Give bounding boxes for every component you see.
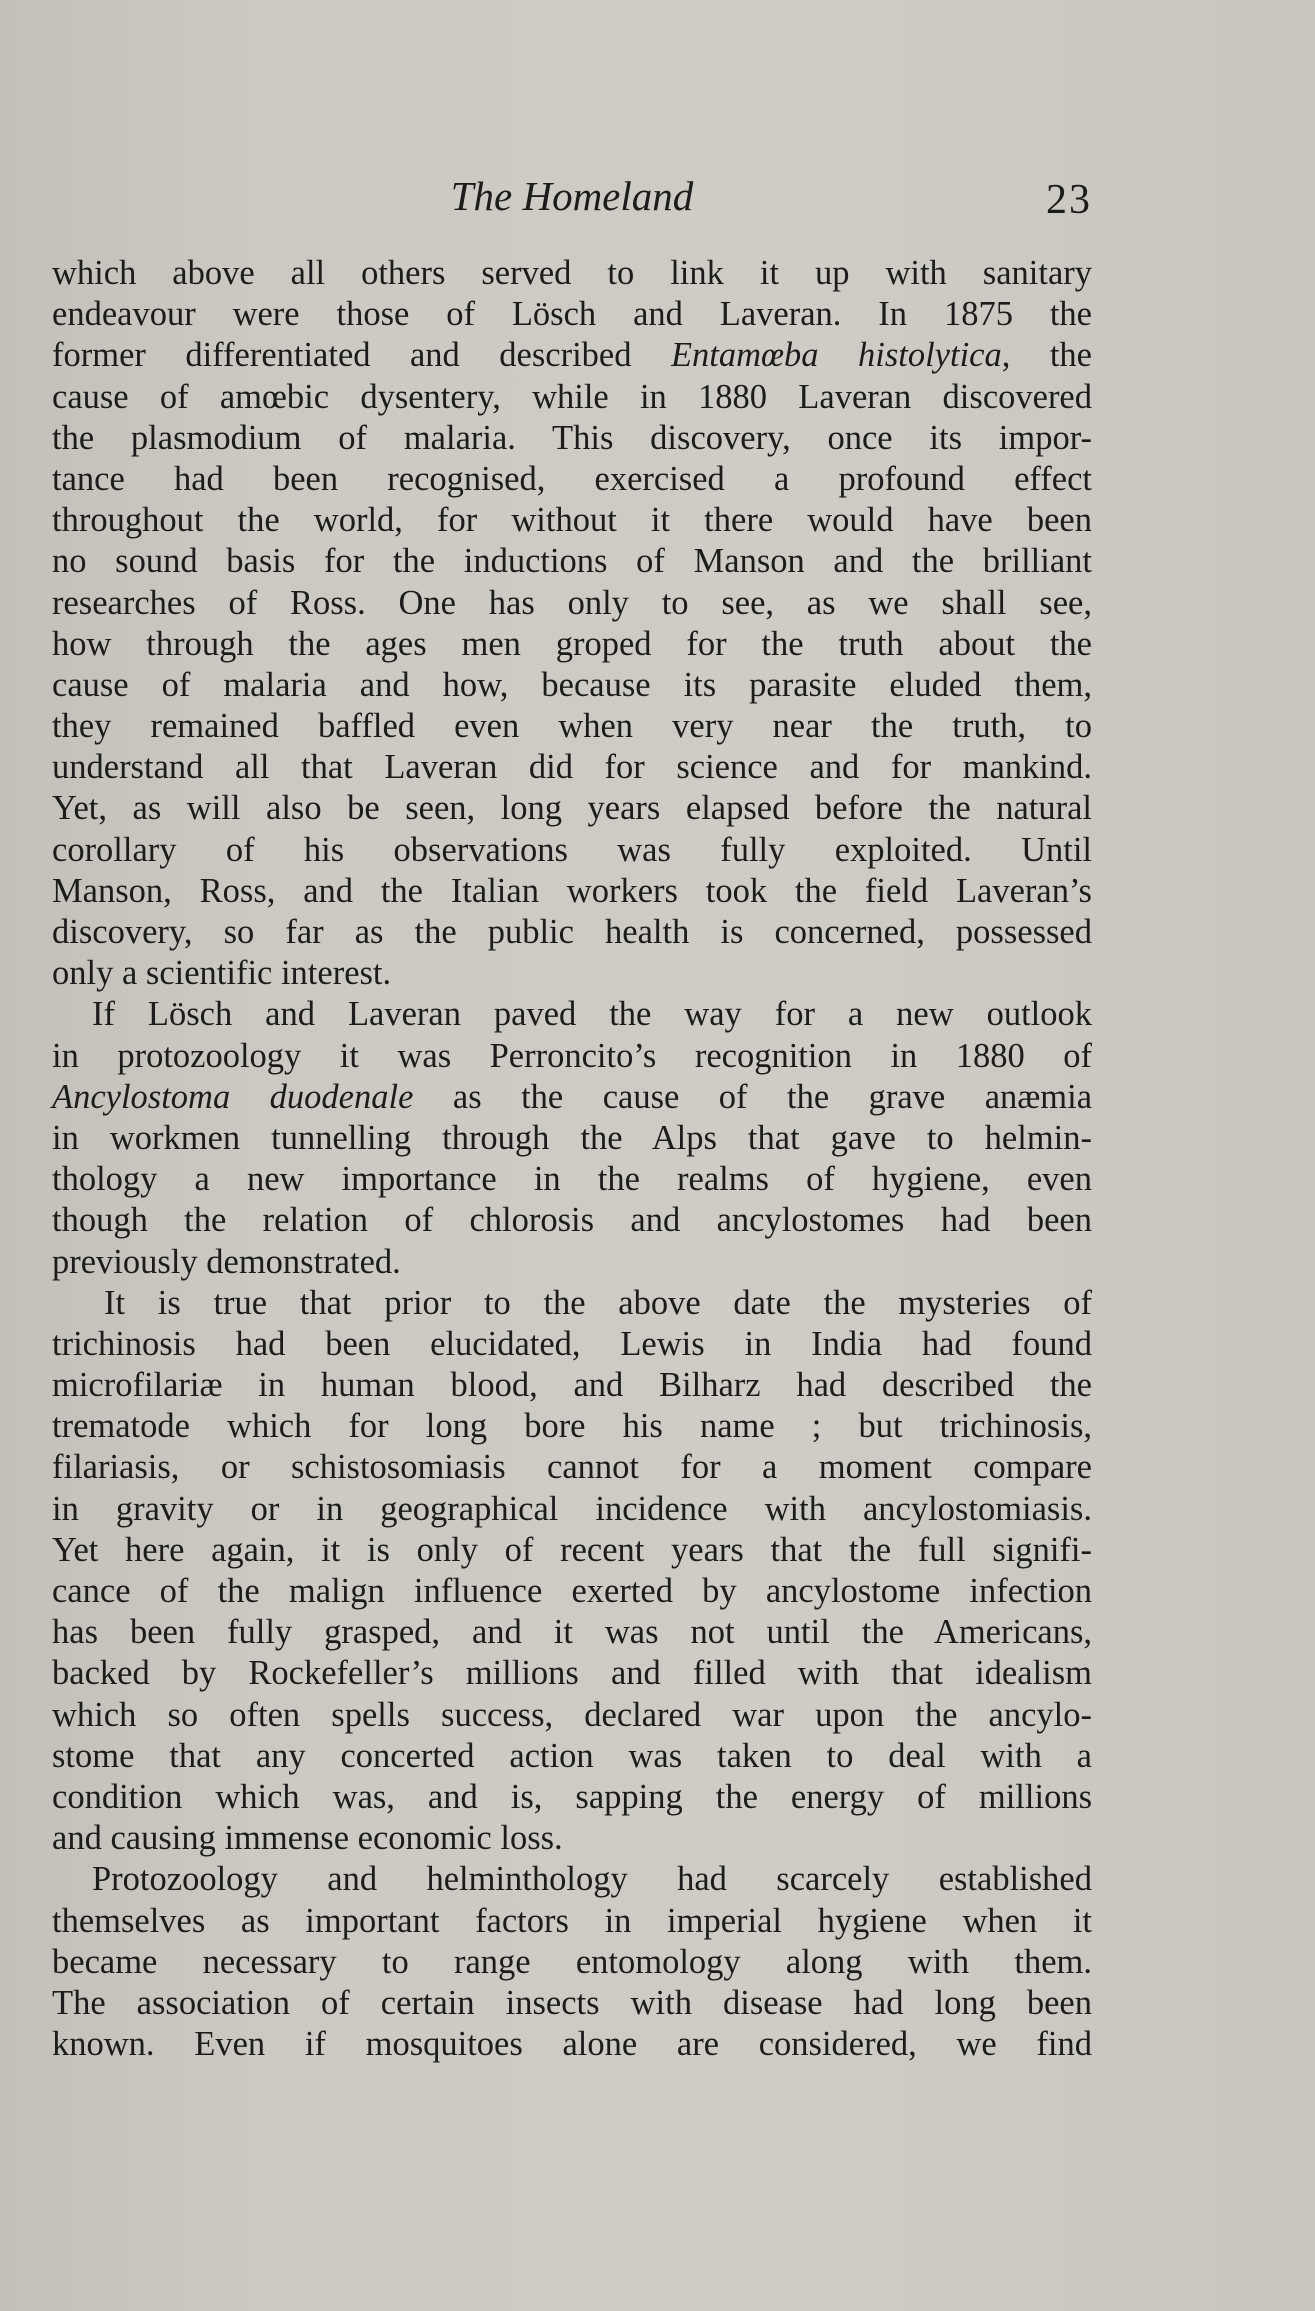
scientific-name: Ancylostoma duodenale xyxy=(52,1077,414,1116)
running-head xyxy=(52,168,1092,228)
text-line: cance of the malign influence exerted by ancylostome infection xyxy=(52,1572,1092,1610)
text-line: in protozoology it was Perroncito’s recognition in 1880 of xyxy=(52,1036,1092,1075)
text-line: how through the ages men groped for the truth about the xyxy=(52,624,1092,663)
paragraph xyxy=(52,1283,1092,1860)
text-line: though the relation of chlorosis and ancylostomes had been xyxy=(52,1201,1092,1240)
text-line: no sound basis for the inductions of Manson and the brilliant xyxy=(52,542,1092,581)
text-line: Ancylostoma duodenale as the cause of the grave anæmia xyxy=(52,1077,1093,1116)
text-line: discovery, so far as the public health is concerned, possessed xyxy=(52,913,1092,951)
text-line: Yet, as will also be seen, long years elapsed before the natural xyxy=(52,789,1092,828)
text-line: they remained baffled even when very near the truth, to xyxy=(52,707,1092,746)
text-line: former differentiated and described Entamœba histolytica, the xyxy=(52,336,1092,375)
text-line: previously demonstrated. xyxy=(52,1242,401,1281)
page-number: 23 xyxy=(1046,177,1092,223)
text-line: known. Even if mosquitoes alone are considered, we find xyxy=(52,2025,1092,2064)
text-line: cause of malaria and how, because its parasite eluded them, xyxy=(52,665,1092,704)
text-line: throughout the world, for without it there would have been xyxy=(52,501,1092,540)
text-line: the plasmodium of malaria. This discovery, once its impor- xyxy=(52,418,1092,457)
text-line: has been fully grasped, and it was not until the Americans, xyxy=(52,1613,1092,1652)
text-line: corollary of his observations was fully exploited. Until xyxy=(52,830,1092,869)
text-line: which above all others served to link it up with sanitary xyxy=(52,254,1092,292)
text-line: thology a new importance in the realms of hygiene, even xyxy=(52,1160,1092,1199)
text-body xyxy=(52,253,1092,2065)
text-line: only a scientific interest. xyxy=(52,954,392,993)
text-line: If Lösch and Laveran paved the way for a new outlook xyxy=(92,995,1092,1034)
text-line: filariasis, or schistosomiasis cannot for a moment compare xyxy=(52,1448,1092,1487)
scientific-name: Entamœba histolytica xyxy=(670,336,1002,375)
text-line: trichinosis had been elucidated, Lewis in India had found xyxy=(52,1324,1092,1363)
text-line: tance had been recognised, exercised a profound effect xyxy=(52,459,1092,498)
text-line: understand all that Laveran did for science and for mankind. xyxy=(52,748,1092,787)
text-line: Manson, Ross, and the Italian workers took the field Laveran’s xyxy=(52,871,1092,910)
text-line: backed by Rockefeller’s millions and filled with that idealism xyxy=(52,1654,1092,1693)
text-line: endeavour were those of Lösch and Laveran. In 1875 the xyxy=(52,295,1092,334)
text-line: researches of Ross. One has only to see, as we shall see, xyxy=(52,583,1092,622)
text-line: Protozoology and helminthology had scarcely established xyxy=(92,1860,1092,1899)
text-line: in workmen tunnelling through the Alps that gave to helmin- xyxy=(52,1118,1092,1157)
text-line: themselves as important factors in imperial hygiene when it xyxy=(52,1901,1092,1940)
text-line: and causing immense economic loss. xyxy=(52,1819,563,1858)
text-line: microfilariæ in human blood, and Bilharz had described the xyxy=(52,1366,1092,1405)
text-line: condition which was, and is, sapping the energy of millions xyxy=(52,1777,1092,1816)
paragraph xyxy=(52,1859,1092,2065)
paragraph xyxy=(52,994,1092,1282)
text-line: became necessary to range entomology along with them. xyxy=(52,1942,1092,1981)
text-line: cause of amœbic dysentery, while in 1880 Laveran discovered xyxy=(52,377,1092,416)
text-line: Yet here again, it is only of recent years that the full signifi- xyxy=(52,1530,1092,1569)
paragraph xyxy=(52,253,1092,994)
text-line: stome that any concerted action was taken to deal with a xyxy=(52,1736,1092,1775)
text-line: The association of certain insects with disease had long been xyxy=(52,1983,1092,2022)
text-line: It is true that prior to the above date the mysteries of xyxy=(104,1283,1092,1322)
text-line: which so often spells success, declared war upon the ancylo- xyxy=(52,1695,1092,1734)
text-line: trematode which for long bore his name ; but trichinosis, xyxy=(52,1407,1092,1446)
running-title: The Homeland xyxy=(450,173,694,219)
text-line: in gravity or in geographical incidence with ancylostomiasis. xyxy=(52,1489,1092,1528)
